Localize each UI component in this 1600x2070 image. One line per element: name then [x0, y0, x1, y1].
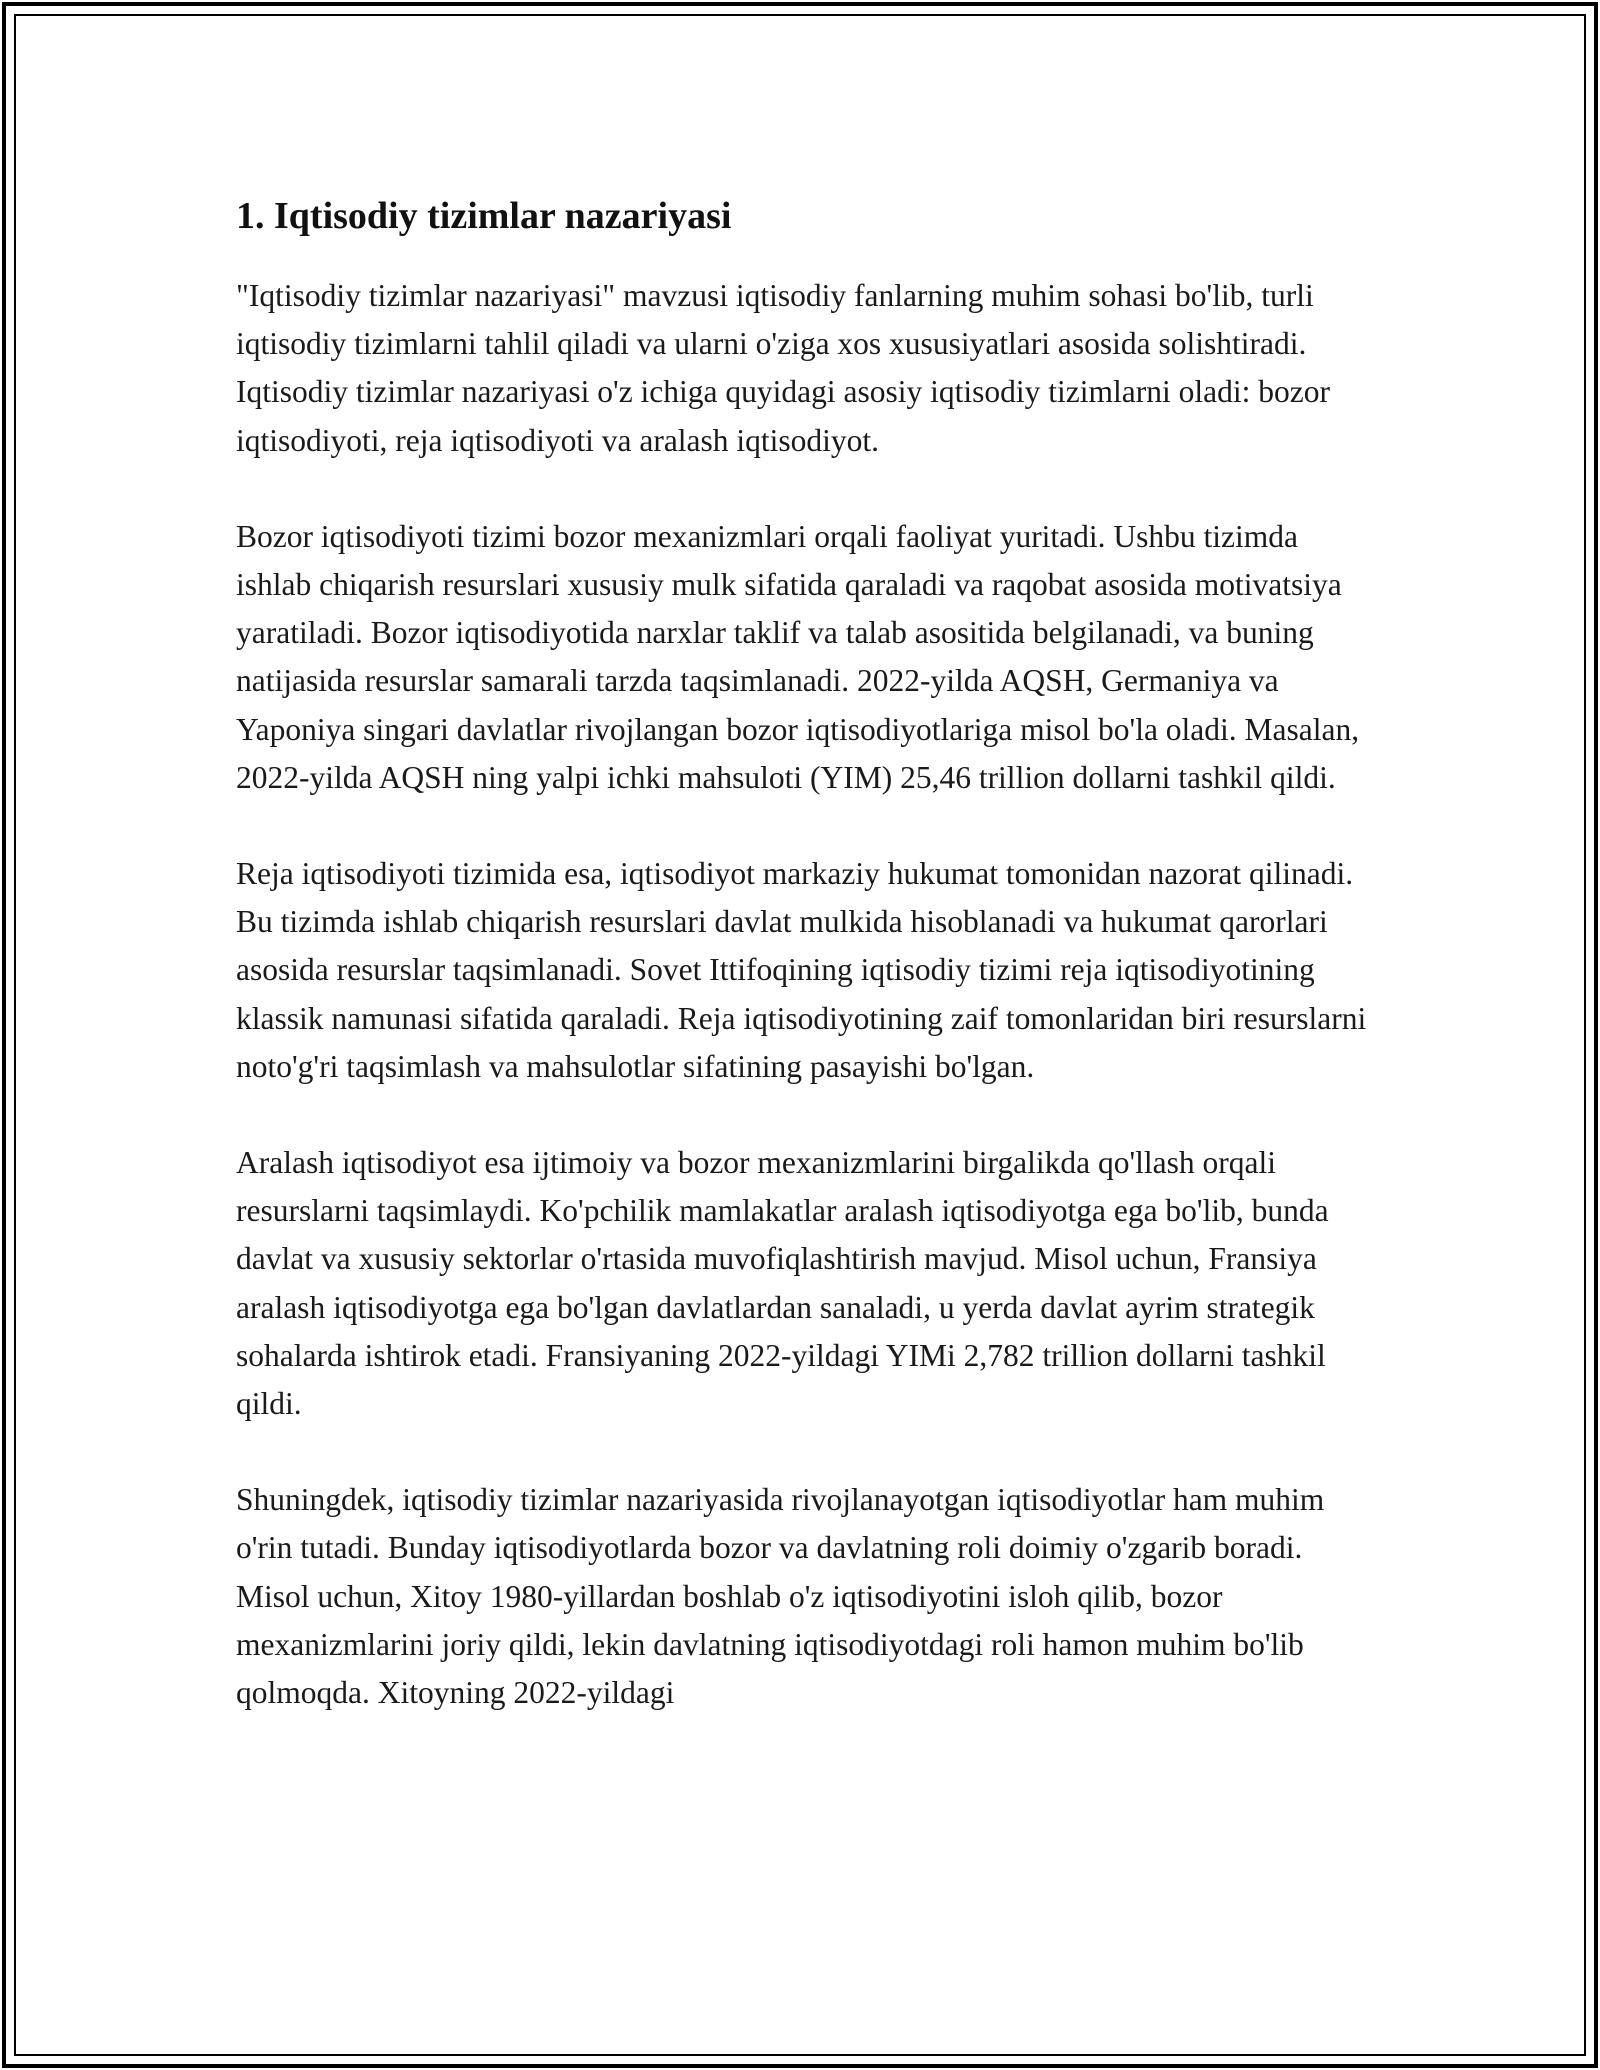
paragraph-developing-economies: Shuningdek, iqtisodiy tizimlar nazariyasida rivojlanayotgan iqtisodiyotlar ham muhim o'rin tutadi. Bunday iqtisodiyotlarda bozor va davlatning roli doimiy o'zgarib boradi. Misol uchun, Xitoy 1980-yillardan boshlab o'z iqtisodiyotini isloh qilib, bozor mexanizmlarini joriy qildi, lekin davlatning iqtisodiyotdagi roli hamon muhim bo'lib qolmoqda. Xitoyning 2022-yildagi — [236, 1482, 1325, 1711]
paragraph-mixed-economy: Aralash iqtisodiyot esa ijtimoiy va bozor mexanizmlarini birgalikda qo'llash orqali resurslarni taqsimlaydi. Ko'pchilik mamlakatlar aralash iqtisodiyotga ega bo'lib, bunda davlat va xususiy sektorlar o'rtasida muvofiqlashtirish mavjud. Misol uchun, Fransiya aralash iqtisodiyotga ega bo'lgan davlatlardan sanaladi, u yerda davlat ayrim strategik sohalarda ishtirok etadi. Fransiyaning 2022-yildagi YIMi 2,782 trillion dollarni tashkil qildi. — [236, 1145, 1329, 1422]
paragraph-planned-economy: Reja iqtisodiyoti tizimida esa, iqtisodiyot markaziy hukumat tomonidan nazorat qilinadi. Bu tizimda ishlab chiqarish resurslari davlat mulkida hisoblanadi va hukumat qarorlari asosida resurslar taqsimlanadi. Sovet Ittifoqining iqtisodiy tizimi reja iqtisodiyotining klassik namunasi sifatida qaraladi. Reja iqtisodiyotining zaif tomonlaridan biri resurslarni noto'g'ri taqsimlash va mahsulotlar sifatining pasayishi bo'lgan. — [236, 856, 1367, 1084]
document-body — [236, 188, 1370, 1765]
paragraph-intro: "Iqtisodiy tizimlar nazariyasi" mavzusi iqtisodiy fanlarning muhim sohasi bo'lib, turli iqtisodiy tizimlarni tahlil qiladi va ularni o'ziga xos xususiyatlari asosida solishtiradi. Iqtisodiy tizimlar nazariyasi o'z ichiga quyidagi asosiy iqtisodiy tizimlarni oladi: bozor iqtisodiyoti, reja iqtisodiyoti va aralash iqtisodiyot. — [236, 278, 1330, 458]
section-heading: 1. Iqtisodiy tizimlar nazariyasi — [236, 195, 732, 237]
paragraph-market-economy: Bozor iqtisodiyoti tizimi bozor mexanizmlari orqali faoliyat yuritadi. Ushbu tizimda ishlab chiqarish resurslari xususiy mulk sifatida qaraladi va raqobat asosida motivatsiya yaratiladi. Bozor iqtisodiyotida narxlar taklif va talab asositida belgilanadi, va buning natijasida resurslar samarali tarzda taqsimlanadi. 2022-yilda AQSH, Germaniya va Yaponiya singari davlatlar rivojlangan bozor iqtisodiyotlariga misol bo'la oladi. Masalan, 2022-yilda AQSH ning yalpi ichki mahsuloti (YIM) 25,46 trillion dollarni tashkil qildi. — [236, 518, 1360, 795]
